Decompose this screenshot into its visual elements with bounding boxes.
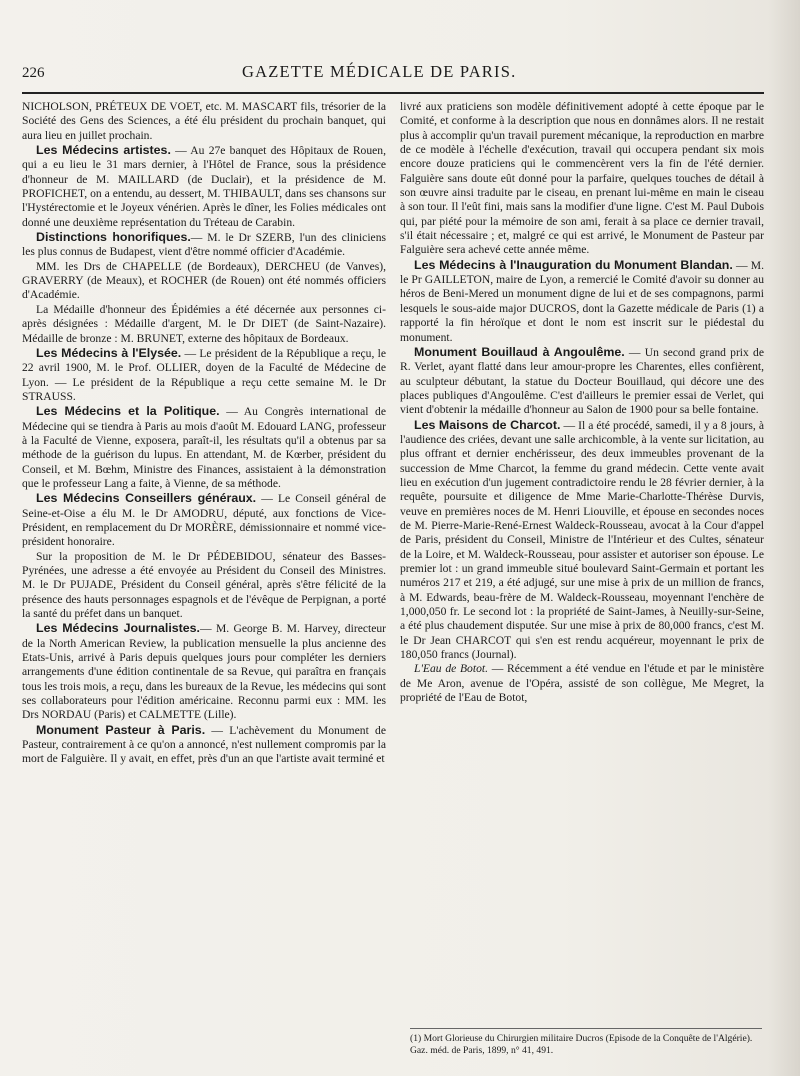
left-column: [22, 100, 386, 767]
section-distinctions: [22, 230, 386, 260]
section-monument-blandan: [400, 258, 764, 345]
section-heading: Monument Pasteur à Paris.: [36, 722, 206, 737]
section-text: — Au 27e banquet des Hôpitaux de Rouen, qui a eu lieu le 31 mars dernier, à l'Hôtel de France, sous la présidence d'honneur de M. MAILLARD (de Duclair), et la présidence de M. PROFICHET, on a entendu, au dessert, M. THIBAULT, dans ses chansons sur l'Hystérectomie et le Joyeux vénérien. Après le dîner, les Folies médicales ont donné une deuxième représentation du Tréteau de Carabin.: [22, 144, 386, 229]
section-heading: Monument Bouillaud à Angoulême.: [414, 344, 625, 359]
section-heading: Les Médecins Conseillers généraux.: [36, 491, 257, 506]
paragraph: livré aux praticiens son modèle définitivement adopté à cette époque par le Comité, et conforme à la description que nous en donnâmes alors. Il ne restait plus à accomplir qu'un travail purement mécanique, la reproduction en marbre de ce modèle à l'échelle d'exécution, travail qui occupera pendant six mois encore douze praticiens qui le commencèrent vers la fin de l'été dernier. Falguière sans doute eût donné pour la parfaire, quelques touches de détail à son œuvre ainsi traduite par le ciseau, en prenant lui-même en main le ciseau à son tour. Il l'eût fini, mais sans la modifier d'une ligne. C'est M. Paul Dubois qui, par piété pour la mémoire de son ami, ferait à sa place ce dernier travail, s'il était nécessaire ; et, malgré ce qui est arrivé, le Monument de Pasteur par Falguière sera achevé cette année même.: [400, 100, 764, 257]
section-text: — Le président de la République a reçu, le 22 avril 1900, M. le Prof. OLLIER, doyen de la Faculté de Médecine de Lyon. — Le président de la République a reçu cette semaine M. le Dr STRAUSS.: [22, 346, 387, 403]
article-columns: [22, 100, 764, 767]
paragraph: La Médaille d'honneur des Épidémies a été décernée aux personnes ci-après désignées : Médaille d'argent, M. le Dr DIET (de Saint-Nazaire). Médaille de bronze : M. BRUNET, externe des hôpitaux de Bordeaux.: [22, 302, 386, 345]
section-heading: Les Médecins et la Politique.: [36, 404, 220, 419]
section-medecins-artistes: [22, 143, 386, 230]
section-eau-de-botot: [400, 662, 764, 705]
section-text: — Il a été procédé, samedi, il y a 8 jours, à l'audience des criées, devant une salle archicomble, à la vente sur licitation, au plus offrant et dernier enchérisseur, des deux immeubles provenant de la succession de Mme Charcot, la femme du grand médecin. Cette vente avait lieu en exécution d'un jugement contradictoire rendu le 28 février dernier, à la requête, poursuite et diligence de Mme Marie-Charlotte-Thérèse Durvis, veuve en premières noces de M. Henri Liouville, et épouse en secondes noces de M. Pierre-Marie-René-Ernest Waldeck-Rousseau, avocat à la Cour d'appel de Paris, président du Conseil, Ministre de l'Intérieur et des Cultes, sénateur de la Loire, et M. Waldeck-Rousseau, pour assister et autoriser son épouse. Le premier lot : un grand immeuble situé boulevard Saint-Germain et portant les numéros 217 et 219, a été adjugé, sur une mise à prix de un million de francs, à M. Edwards, beau-frère de M. Waldeck-Rousseau, moyennant l'enchère de 1,000,050 fr. Le second lot : la propriété de Saint-James, à Neuilly-sur-Seine, a été plus chaudement disputée. Sur une mise à prix de 80,000 francs, c'est M. le Dr Jean CHARCOT qui s'en est rendu acquéreur, moyennant le prix de 180,050 francs (Journal).: [400, 418, 764, 662]
section-text: — L'achèvement du Monument de Pasteur, contrairement à ce qu'on a annoncé, n'est nullement compromis par la mort de Falguière. Il y avait, en effet, près d'un an que l'artiste avait terminé et: [22, 723, 386, 766]
section-text: — Le Conseil général de Seine-et-Oise a élu M. le Dr AMODRU, député, aux fonctions de Vice-Président, en remplacement du Dr MORÈRE, démissionnaire et nommé vice-président honoraire.: [22, 492, 386, 549]
right-column: [400, 100, 764, 767]
section-heading: Les Médecins artistes.: [36, 143, 171, 158]
section-text: — M. le Pr GAILLETON, maire de Lyon, a remercié le Comité d'avoir su donner au héros de Beni-Mered un monument digne de lui et de ses compagnons, parmi lesquels le sous-aide major DUCROS, dont la Gazette médicale de Paris (1) a rapporté la fin héroïque et dont le nom est inscrit sur le piédestal du monument.: [400, 258, 764, 344]
section-heading: Distinctions honorifiques.: [36, 230, 191, 245]
section-heading: Les Médecins à l'Inauguration du Monument Blandan.: [414, 257, 733, 272]
section-maisons-charcot: [400, 418, 764, 663]
paragraph: NICHOLSON, PRÉTEUX DE VOET, etc. M. MASCART fils, trésorier de la Société des Gens des Sciences, a été élu président du prochain banquet, qui aura lieu en juillet prochain.: [22, 100, 386, 142]
paragraph: Sur la proposition de M. le Dr PÉDEBIDOU, sénateur des Basses-Pyrénées, une adresse a été envoyée au Président du Conseil des Ministres. M. le Dr PUJADE, Président du Conseil général, après s'être félicité de la présence des hauts personnages espagnols et de l'évêque de Perpignan, a porté la santé du préfet dans un banquet.: [22, 549, 386, 621]
section-heading: Les Maisons de Charcot.: [414, 417, 561, 432]
page-number: 226: [22, 65, 45, 81]
section-monument-bouillaud: [400, 345, 764, 418]
section-medecins-elysee: [22, 346, 386, 404]
page-header: [22, 62, 764, 92]
section-text: — Récemment a été vendue en l'étude et par le ministère de Me Aron, avenue de l'Opéra, assisté de son collègue, Me Megret, la propriété de l'Eau de Botot,: [400, 662, 765, 705]
section-text: — M. le Dr SZERB, l'un des cliniciens les plus connus de Budapest, vient d'être nommé officier d'Académie.: [22, 231, 387, 259]
header-rule: [22, 92, 764, 94]
section-medecins-journalistes: [22, 621, 386, 722]
section-heading: Les Médecins Journalistes.: [36, 621, 201, 636]
section-heading: L'Eau de Botot.: [414, 662, 488, 676]
section-text: — M. George B. M. Harvey, directeur de la North American Review, la publication mensuelle la plus ancienne des Etats-Unis, arrivé à Paris depuis quelques jours pour compléter les derniers arrangements d'une édition continentale de sa Revue, qui paraîtra en français tous les trois mois, a reçu, dans les bureaux de la Revue, les médecins qui sont ses collaborateurs pour l'édition américaine. Reconnu parmi eux : MM. les Drs NORDAU (Paris) et CALMETTE (Lille).: [22, 622, 387, 722]
section-text: — Un second grand prix de R. Verlet, ayant flatté dans leur amour-propre les Charentes, elles confièrent, au sculpteur débutant, la statue du Docteur Bouillaud, qui décore une des places publiques d'Angoulême. C'est d'ailleurs le premier essai de Verlet, qui vient d'obtenir la médaille d'honneur au Salon de 1900 pour sa belle fontaine.: [400, 345, 764, 417]
section-conseillers-generaux: [22, 491, 386, 549]
paragraph: MM. les Drs de CHAPELLE (de Bordeaux), DERCHEU (de Vanves), GRAVERRY (de Meaux), et ROCHER (de Rouen) ont été nommés officiers d'Académie.: [22, 259, 386, 302]
section-medecins-politique: [22, 404, 386, 491]
footnote: (1) Mort Glorieuse du Chirurgien militaire Ducros (Episode de la Conquête de l'Algérie). Gaz. méd. de Paris, 1899, n° 41, 491.: [410, 1028, 762, 1057]
journal-title: GAZETTE MÉDICALE DE PARIS.: [242, 62, 517, 81]
section-monument-pasteur: [22, 723, 386, 767]
section-heading: Les Médecins à l'Elysée.: [36, 345, 182, 360]
section-text: — Au Congrès international de Médecine qui se tiendra à Paris au mois d'août M. Edouard LANG, professeur à la Faculté de Vienne, exposera, paraît-il, les résultats qu'il a obtenus par sa méthode de la guérison du lupus. En attendant, M. de Kœrber, président du Conseil, et M. Bœhm, Ministre des Finances, assistaient à la démonstration que le professeur Lang a faite, à Vienne, de sa méthode.: [22, 405, 386, 490]
